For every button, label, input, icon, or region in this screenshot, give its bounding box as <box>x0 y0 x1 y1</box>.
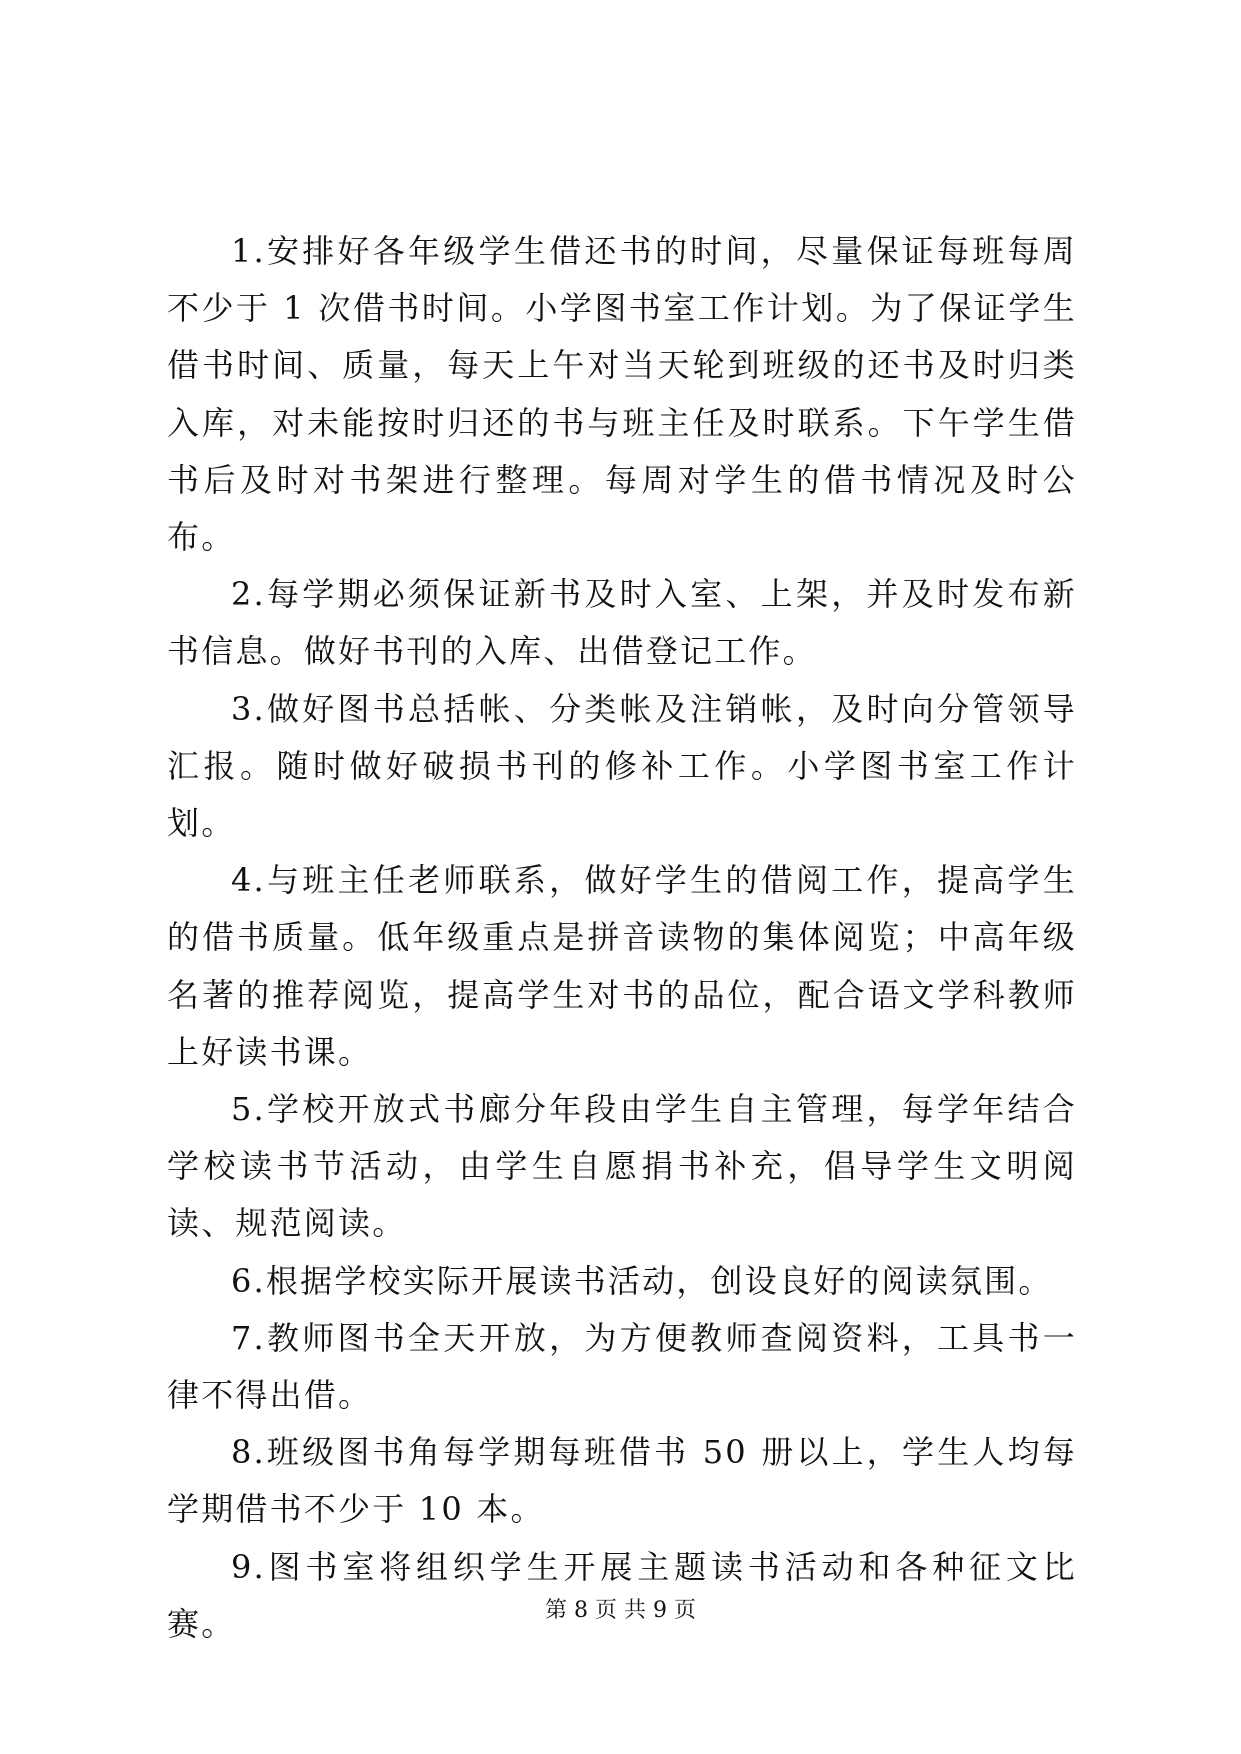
paragraph-3: 3.做好图书总括帐、分类帐及注销帐，及时向分管领导汇报。随时做好破损书刊的修补工作。小学图书室工作计划。 <box>167 689 1077 843</box>
paragraph-5: 5.学校开放式书廊分年段由学生自主管理，每学年结合学校读书节活动，由学生自愿捐书补充，倡导学生文明阅读、规范阅读。 <box>167 1090 1077 1243</box>
paragraph-4: 4.与班主任老师联系，做好学生的借阅工作，提高学生的借书质量。低年级重点是拼音读物的集体阅览；中高年级名著的推荐阅览，提高学生对书的品位，配合语文学科教师上好读书课。 <box>167 861 1077 1071</box>
page-number-footer: 第 8 页 共 9 页 <box>545 1598 696 1623</box>
document-body <box>167 223 1077 1653</box>
paragraph-9: 9.图书室将组织学生开展主题读书活动和各种征文比赛。 <box>167 1547 1077 1643</box>
paragraph-7: 7.教师图书全天开放，为方便教师查阅资料，工具书一律不得出借。 <box>167 1318 1077 1415</box>
paragraph-6: 6.根据学校实际开展读书活动，创设良好的阅读氛围。 <box>231 1261 1053 1300</box>
paragraph-1: 1.安排好各年级学生借还书的时间，尽量保证每班每周不少于 1 次借书时间。小学图书室工作计划。为了保证学生借书时间、质量，每天上午对当天轮到班级的还书及时归类入库，对未能按时归还的书与班主任及时联系。下午学生借书后及时对书架进行整理。每周对学生的借书情况及时公布。 <box>167 232 1077 557</box>
paragraph-8: 8.班级图书角每学期每班借书 50 册以上，学生人均每学期借书不少于 10 本。 <box>167 1433 1077 1529</box>
paragraph-2: 2.每学期必须保证新书及时入室、上架，并及时发布新书信息。做好书刊的入库、出借登记工作。 <box>167 575 1077 671</box>
